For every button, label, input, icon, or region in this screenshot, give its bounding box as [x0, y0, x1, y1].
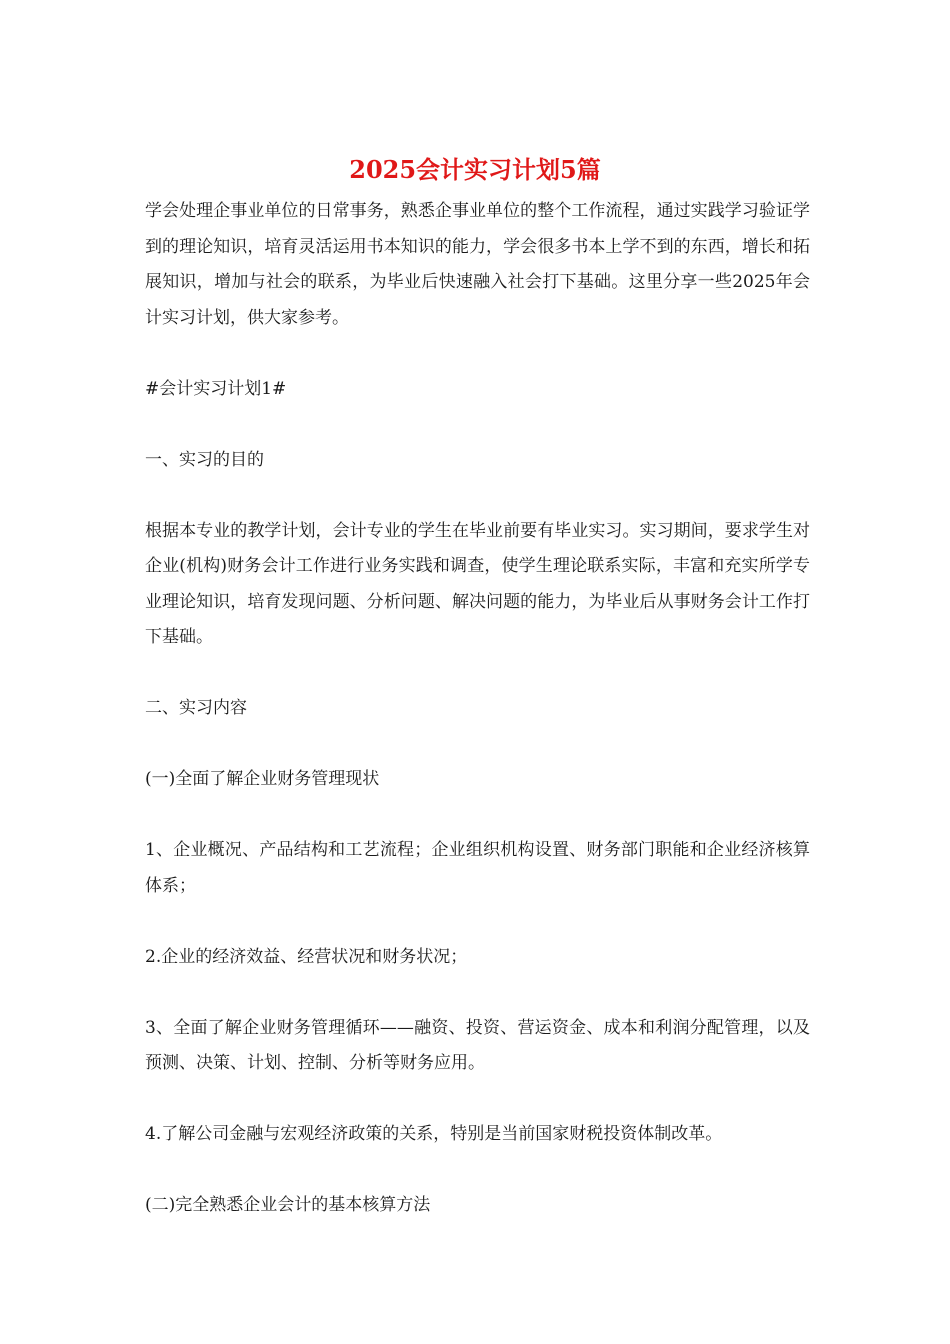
list-item: 4.了解公司金融与宏观经济政策的关系，特别是当前国家财税投资体制改革。: [145, 1124, 723, 1144]
heading-content: 二、实习内容: [145, 698, 247, 718]
document-body: [145, 194, 810, 1259]
subheading-financial-management: (一)全面了解企业财务管理现状: [145, 769, 380, 789]
subheading-accounting-methods: (二)完全熟悉企业会计的基本核算方法: [145, 1195, 431, 1215]
section-marker: #会计实习计划1#: [145, 378, 287, 399]
heading-purpose: 一、实习的目的: [145, 449, 264, 470]
intro-paragraph: 学会处理企事业单位的日常事务，熟悉企事业单位的整个工作流程，通过实践学习验证学到的理论知识，培育灵活运用书本知识的能力，学会很多书本上学不到的东西，增长和拓展知识，增加与社会的联系，为毕业后快速融入社会打下基础。这里分享一些2025年会计实习计划，供大家参考。: [145, 201, 810, 328]
list-item: 2.企业的经济效益、经营状况和财务状况；: [145, 946, 468, 967]
document-title: 2025会计实习计划5篇: [349, 155, 601, 184]
purpose-paragraph: 根据本专业的教学计划，会计专业的学生在毕业前要有毕业实习。实习期间，要求学生对企业(机构)财务会计工作进行业务实践和调查，使学生理论联系实际，丰富和充实所学专业理论知识，培育发现问题、分析问题、解决问题的能力，为毕业后从事财务会计工作打下基础。: [145, 520, 810, 647]
list-item: 3、全面了解企业财务管理循环——融资、投资、营运资金、成本和利润分配管理，以及预测、决策、计划、控制、分析等财务应用。: [145, 1017, 810, 1073]
list-item: 1、企业概况、产品结构和工艺流程；企业组织机构设置、财务部门职能和企业经济核算体系；: [145, 840, 810, 896]
